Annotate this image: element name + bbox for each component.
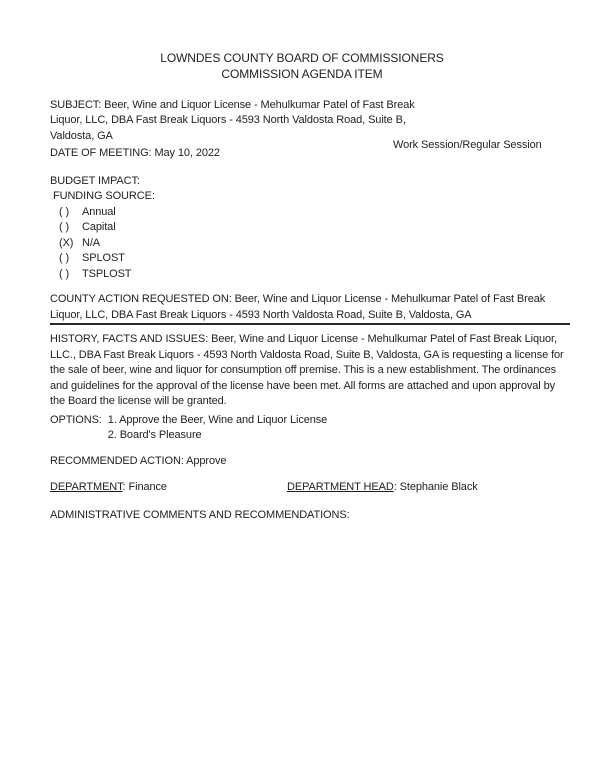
funding-option-na bbox=[50, 236, 570, 252]
subject-label: SUBJECT: bbox=[50, 98, 102, 111]
department-separator: : bbox=[122, 481, 126, 494]
funding-options-list bbox=[50, 205, 570, 283]
history-label: HISTORY, FACTS AND ISSUES: bbox=[50, 333, 209, 346]
county-action-paragraph bbox=[50, 292, 570, 323]
department-head-separator: : bbox=[393, 481, 397, 494]
admin-comments-label: ADMINISTRATIVE COMMENTS AND RECOMMENDATIONS: bbox=[50, 508, 350, 521]
department-label: DEPARTMENT bbox=[50, 481, 123, 494]
department-row bbox=[50, 480, 570, 496]
history-paragraph bbox=[50, 332, 570, 410]
funding-option-capital bbox=[50, 220, 570, 236]
header-org-title: LOWNDES COUNTY BOARD OF COMMISSIONERS bbox=[160, 51, 444, 65]
funding-option-label: Capital bbox=[82, 221, 116, 234]
options-list bbox=[108, 413, 327, 444]
checkbox-unchecked: ( ) bbox=[59, 267, 70, 280]
meeting-date-label: DATE OF MEETING: bbox=[50, 147, 152, 160]
funding-source-label: FUNDING SOURCE: bbox=[53, 190, 155, 203]
funding-option-label: SPLOST bbox=[82, 252, 125, 265]
recommended-action-row bbox=[50, 454, 570, 470]
subject-paragraph bbox=[50, 98, 448, 145]
county-action-label: COUNTY ACTION REQUESTED ON: bbox=[50, 293, 232, 306]
section-divider-line bbox=[50, 323, 570, 325]
funding-option-label: Annual bbox=[82, 205, 116, 218]
department-head-field bbox=[287, 480, 478, 496]
option-item-1: 1. Approve the Beer, Wine and Liquor License bbox=[107, 413, 328, 426]
document-header bbox=[50, 51, 554, 83]
header-doc-title: COMMISSION AGENDA ITEM bbox=[221, 66, 383, 81]
funding-option-splost bbox=[50, 251, 570, 267]
meeting-date-value: May 10, 2022 bbox=[154, 147, 220, 160]
recommended-action-value: Approve bbox=[186, 454, 227, 467]
department-value: Finance bbox=[128, 481, 167, 494]
options-section bbox=[50, 413, 570, 444]
history-text: Beer, Wine and Liquor License - Mehulkumar Patel of Fast Break Liquor, LLC., DBA Fast Break Liquors - 4593 North Valdosta Road, Suite B, Valdosta, GA is requesting a license for the sale of beer, wine and liquor for consumption off premise. This is a new establishment. The ordinances and guidelines for the approval of the license have been met. All forms are attached and upon approval by the Board the license will be granted. bbox=[50, 333, 564, 408]
funding-option-label: TSPLOST bbox=[82, 267, 132, 280]
funding-option-annual bbox=[50, 205, 570, 221]
budget-impact-label: BUDGET IMPACT: bbox=[50, 174, 140, 187]
options-label: OPTIONS: bbox=[50, 413, 102, 426]
department-head-label: DEPARTMENT HEAD bbox=[287, 481, 394, 494]
checkbox-unchecked: ( ) bbox=[59, 205, 70, 218]
recommended-action-label: RECOMMENDED ACTION: bbox=[50, 454, 184, 467]
checkbox-unchecked: ( ) bbox=[59, 221, 70, 234]
funding-option-label: N/A bbox=[82, 236, 101, 249]
funding-option-tsplost bbox=[50, 267, 570, 283]
department-field bbox=[50, 480, 287, 496]
checkbox-checked: (X) bbox=[59, 236, 74, 249]
document-content bbox=[50, 51, 570, 523]
county-action-text: Beer, Wine and Liquor License - Mehulkumar Patel of Fast Break Liquor, LLC, DBA Fast Break Liquors - 4593 North Valdosta Road, Suite B, Valdosta, GA bbox=[50, 293, 546, 321]
subject-text: Beer, Wine and Liquor License - Mehulkumar Patel of Fast Break Liquor, LLC, DBA Fast Break Liquors - 4593 North Valdosta Road, Suite B, Valdosta, GA bbox=[50, 98, 415, 142]
session-type-text: Work Session/Regular Session bbox=[393, 139, 542, 151]
checkbox-unchecked: ( ) bbox=[59, 252, 70, 265]
department-head-value: Stephanie Black bbox=[399, 481, 478, 494]
option-item-2: 2. Board's Pleasure bbox=[107, 429, 202, 442]
